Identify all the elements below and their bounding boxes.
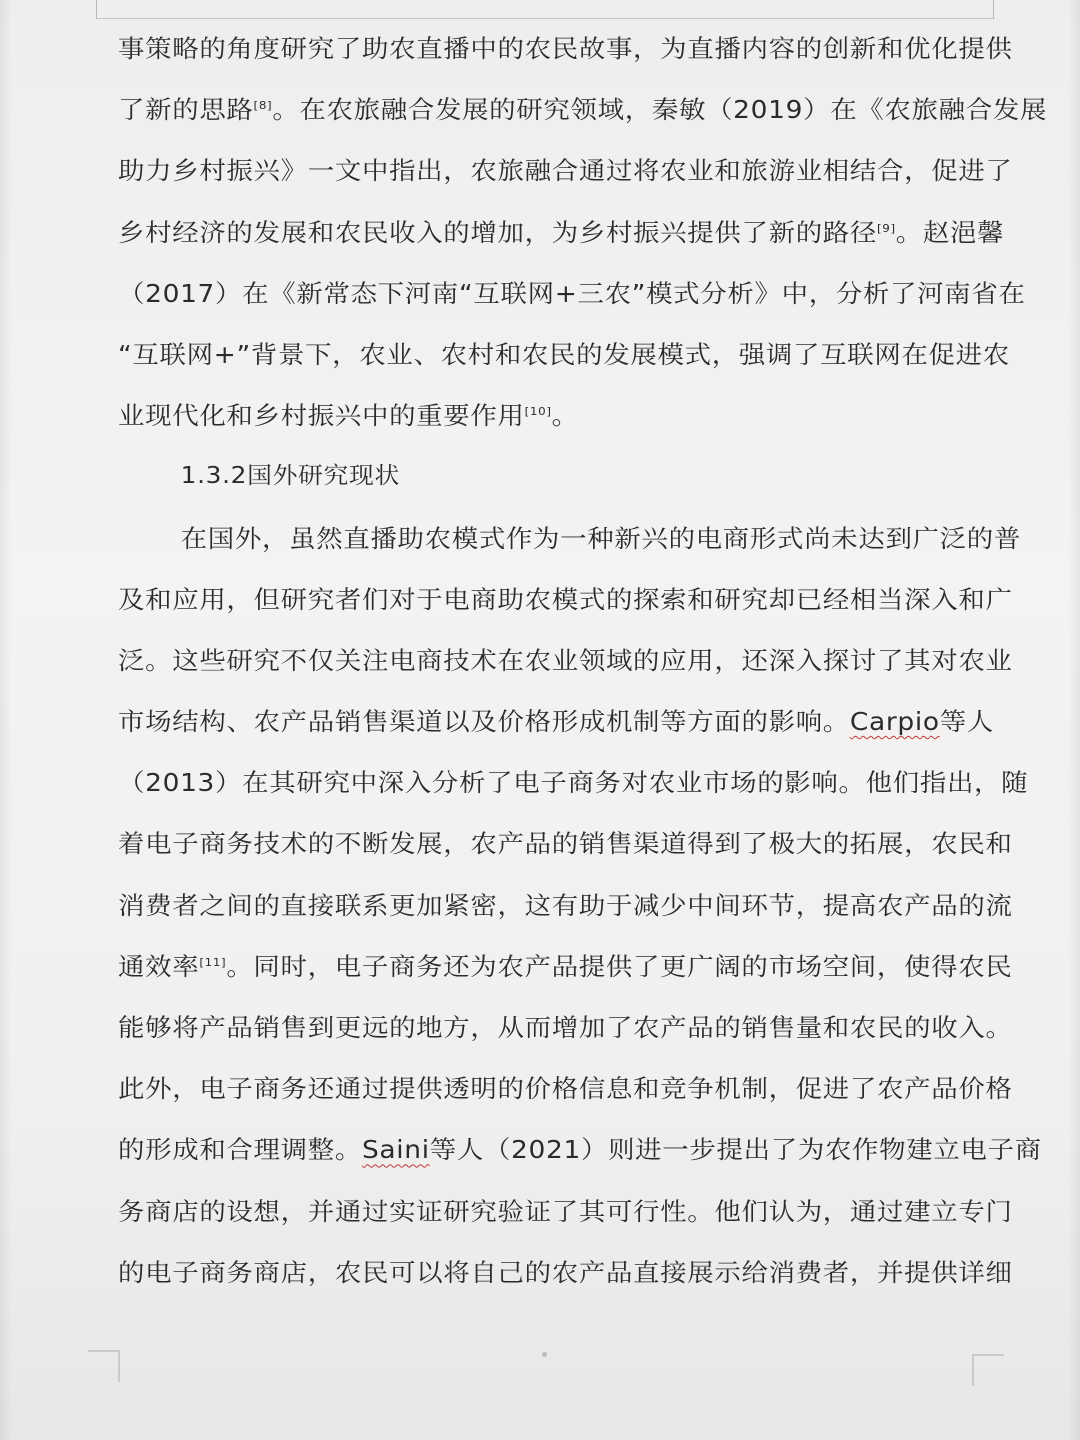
text: 泛。这些研究不仅关注电商技术在农业领域的应用，还深入探讨了其对农业 — [118, 645, 1013, 675]
text: 了新的思路 — [118, 95, 254, 125]
text: 。赵浥馨 — [895, 217, 1005, 247]
citation-9: [9] — [877, 221, 896, 235]
text: 等人（2021）则进一步提出了为农作物建立电子商 — [429, 1135, 1042, 1165]
paragraph-2-line-6 — [118, 813, 1068, 874]
section-heading: 1.3.2国外研究现状 — [180, 463, 401, 490]
paragraph-1-line-4 — [118, 202, 1068, 263]
text: 的电子商务商店，农民可以将自己的农产品直接展示给消费者，并提供详细 — [118, 1257, 1013, 1287]
text: 消费者之间的直接联系更加紧密，这有助于减少中间环节，提高农产品的流 — [118, 890, 1013, 920]
text: （2013）在其研究中深入分析了电子商务对农业市场的影响。他们指出，随 — [118, 768, 1029, 798]
text: 通效率 — [118, 951, 200, 981]
text: 乡村经济的发展和农民收入的增加，为乡村振兴提供了新的路径 — [118, 217, 878, 247]
text: 。同时，电子商务还为农产品提供了更广阔的市场空间，使得农民 — [226, 951, 1013, 981]
paragraph-2-line-7 — [118, 875, 1068, 936]
paragraph-2-line-4 — [118, 691, 1068, 752]
paragraph-1-line-3 — [118, 140, 1068, 201]
text: 务商店的设想，并通过实证研究验证了其可行性。他们认为，通过建立专门 — [118, 1196, 1013, 1226]
citation-8: [8] — [253, 99, 273, 113]
text: 。 — [551, 401, 579, 431]
page-corner-mark-right — [972, 1354, 1004, 1386]
author-name-carpio: Carpio — [849, 707, 940, 737]
paragraph-2-line-12 — [118, 1181, 1068, 1242]
page-corner-mark-left — [88, 1350, 120, 1382]
citation-10: [10] — [524, 405, 552, 419]
text: 业现代化和乡村振兴中的重要作用 — [118, 401, 525, 431]
paragraph-2-line-11 — [118, 1119, 1068, 1180]
paragraph-2-line-5 — [118, 752, 1068, 813]
paragraph-2-line-1 — [118, 508, 1068, 569]
page-edge-shadow-left — [0, 0, 12, 1440]
paragraph-2-line-10 — [118, 1058, 1068, 1119]
text: （2017）在《新常态下河南“互联网+三农”模式分析》中，分析了河南省在 — [118, 278, 1026, 308]
page-center-mark — [542, 1352, 547, 1357]
paragraph-1-line-1 — [118, 18, 1068, 79]
text: 助力乡村振兴》一文中指出，农旅融合通过将农业和旅游业相结合，促进了 — [118, 156, 1013, 186]
paragraph-2-line-2 — [118, 569, 1068, 630]
text: 能够将产品销售到更远的地方，从而增加了农产品的销售量和农民的收入。 — [118, 1013, 1013, 1042]
text: “互联网+”背景下，农业、农村和农民的发展模式，强调了互联网在促进农 — [118, 339, 1010, 369]
paragraph-1-line-2 — [118, 79, 1068, 140]
text: 着电子商务技术的不断发展，农产品的销售渠道得到了极大的拓展，农民和 — [118, 829, 1013, 859]
paragraph-2-line-13 — [118, 1242, 1068, 1303]
text: 市场结构、农产品销售渠道以及价格形成机制等方面的影响。 — [118, 707, 850, 737]
text: 此外，电子商务还通过提供透明的价格信息和竞争机制，促进了农产品价格 — [118, 1074, 1013, 1104]
text: 在国外，虽然直播助农模式作为一种新兴的电商形式尚未达到广泛的普 — [180, 523, 1021, 553]
author-name-saini: Saini — [361, 1135, 430, 1165]
page-top-frame — [96, 0, 994, 19]
text: 。在农旅融合发展的研究领域，秦敏（2019）在《农旅融合发展 — [272, 95, 1048, 125]
citation-11: [11] — [199, 955, 227, 969]
text: 及和应用，但研究者们对于电商助农模式的探索和研究却已经相当深入和广 — [118, 584, 1013, 614]
document-body — [118, 18, 1048, 1303]
page-edge-shadow-right — [1068, 0, 1080, 1440]
text: 等人 — [939, 707, 994, 737]
paragraph-1-line-5 — [118, 263, 1068, 324]
text: 事策略的角度研究了助农直播中的农民故事，为直播内容的创新和优化提供 — [118, 34, 1013, 63]
paragraph-1-line-6 — [118, 324, 1068, 385]
paragraph-2-line-8 — [118, 936, 1068, 997]
paragraph-1-line-7 — [118, 385, 1068, 446]
text: 的形成和合理调整。 — [118, 1135, 362, 1165]
paragraph-2-line-3 — [118, 630, 1068, 691]
paragraph-2-line-9 — [118, 997, 1068, 1058]
